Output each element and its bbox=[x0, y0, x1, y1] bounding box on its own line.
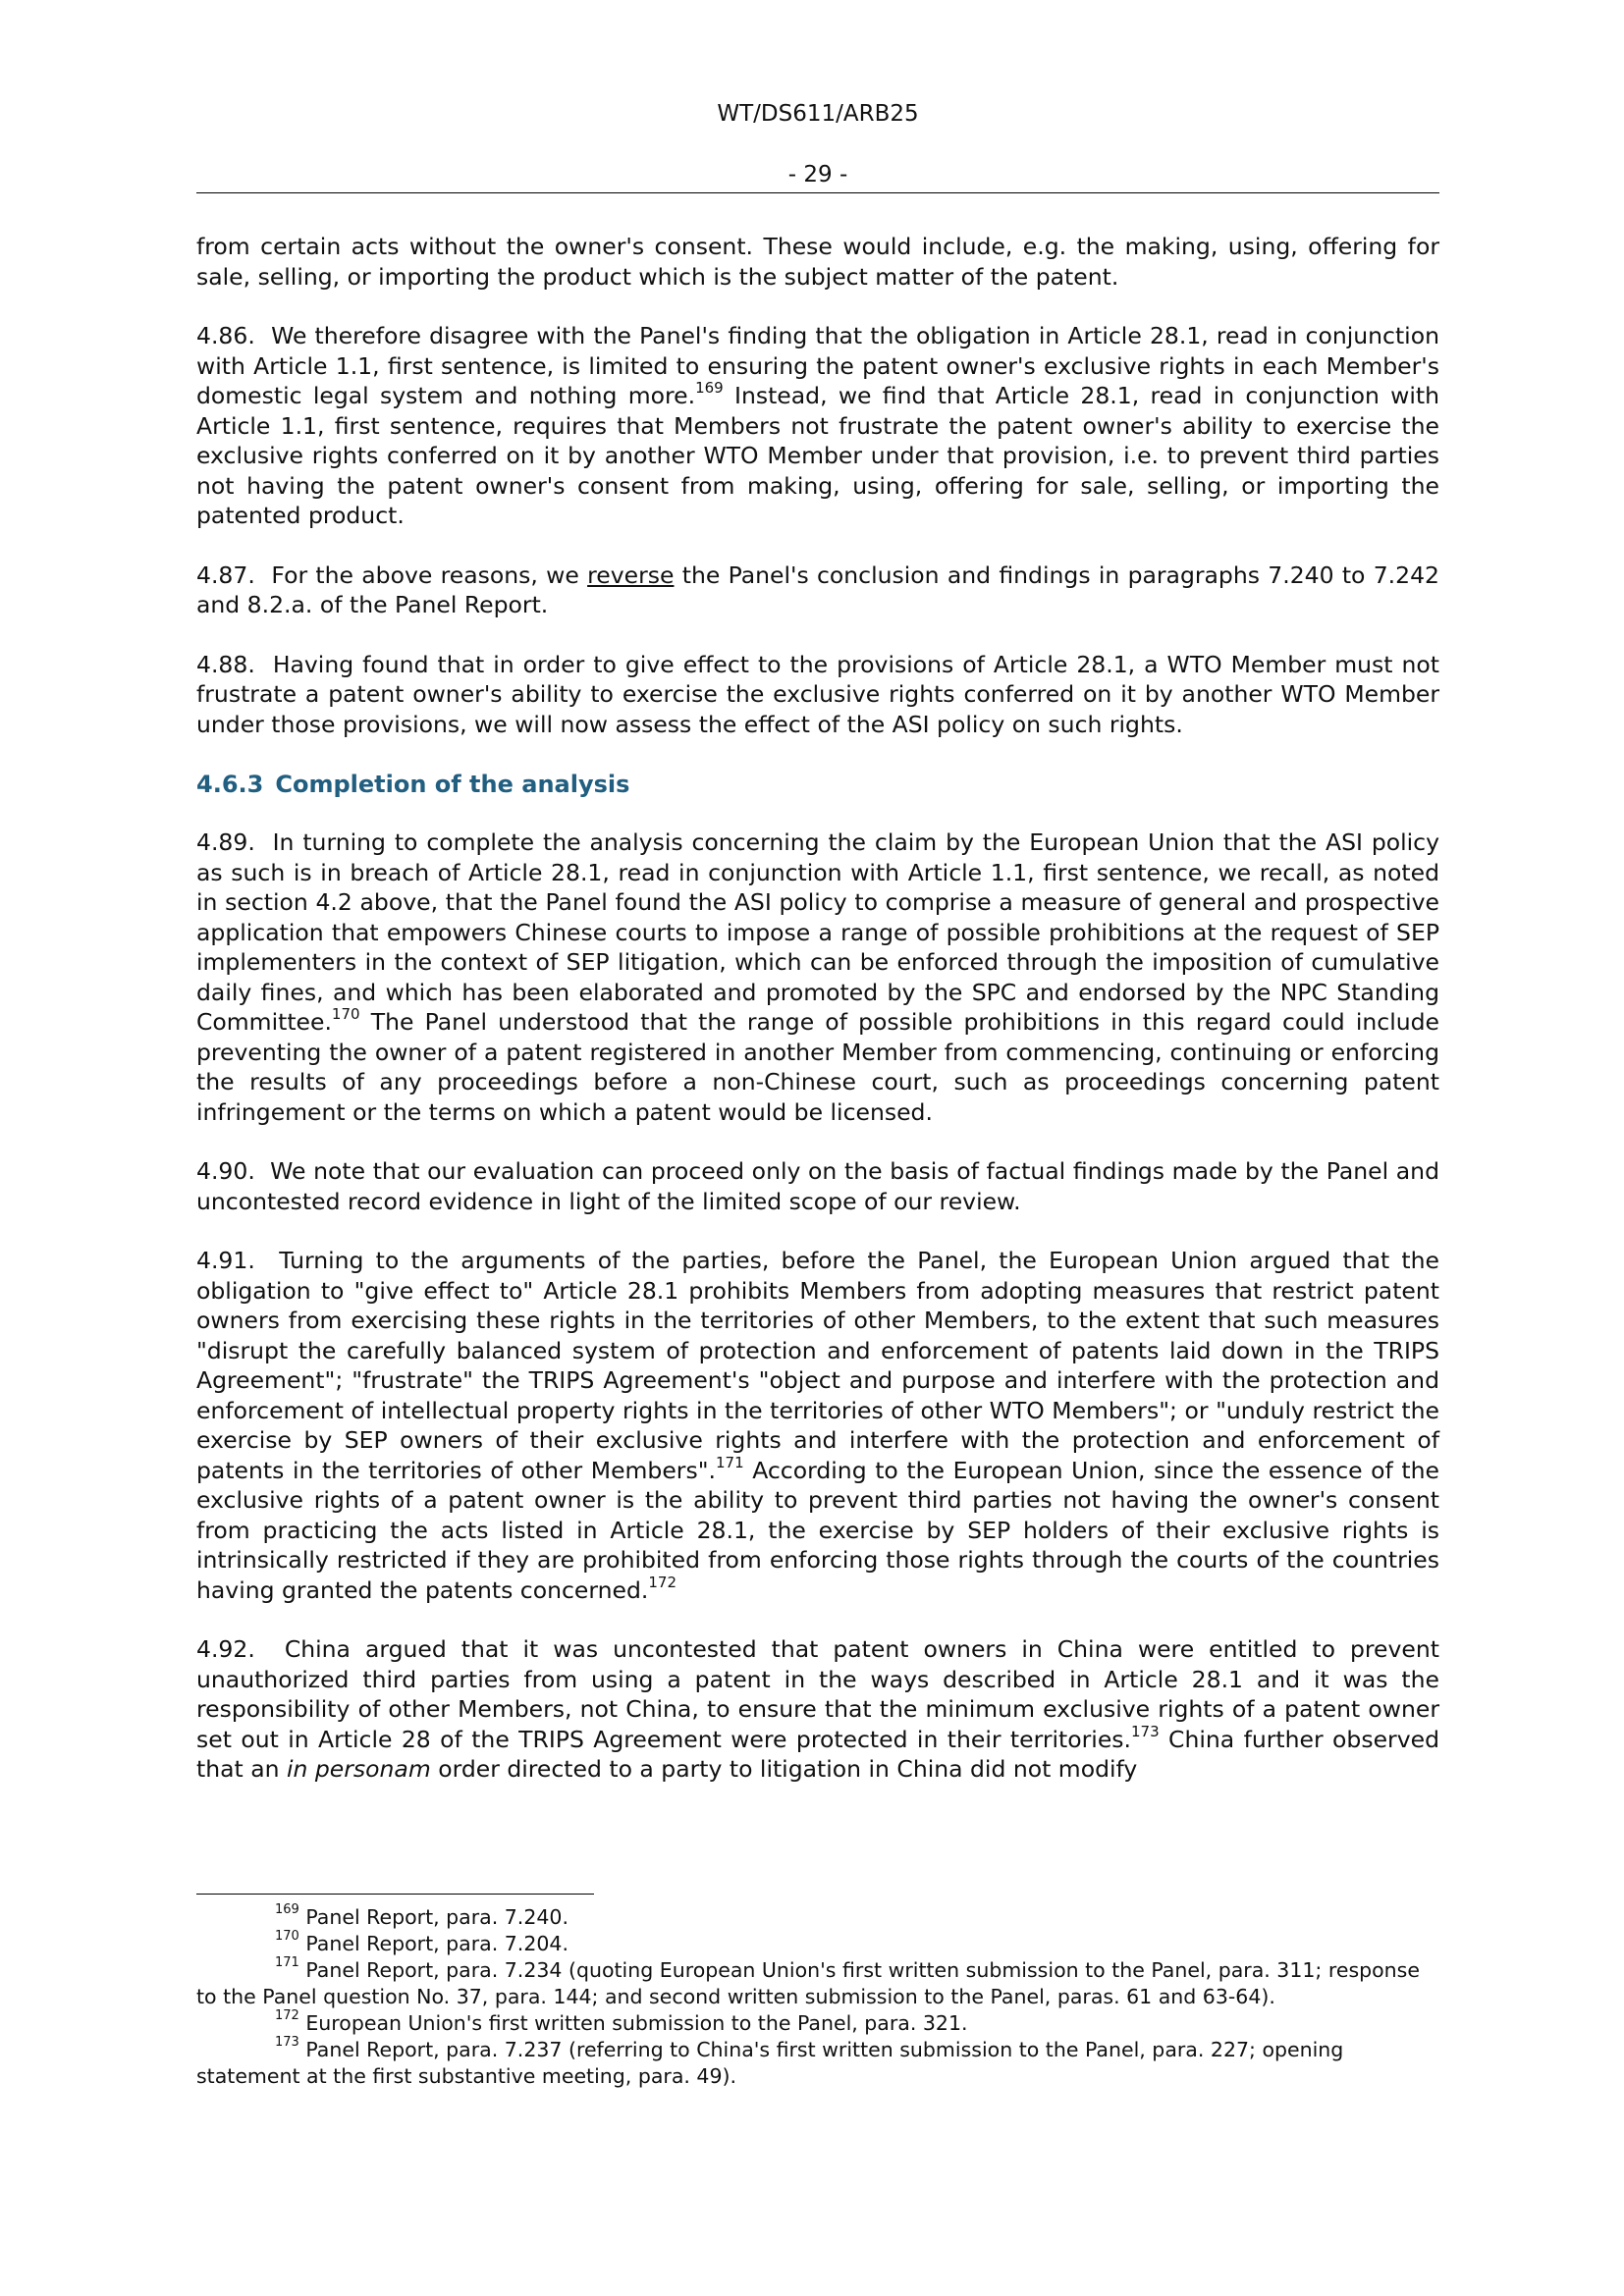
paragraph-number: 4.89. bbox=[196, 828, 255, 856]
section-number: 4.6.3 bbox=[196, 771, 264, 798]
footnote-ref[interactable]: 170 bbox=[331, 1005, 360, 1024]
paragraph-number: 4.90. bbox=[196, 1157, 255, 1185]
paragraph-text: Turning to the arguments of the parties, before the Panel, the European Union argued that the obligation to "give effect to" Article 28.1 prohibits Members from adopting measures that restrict patent owners from exercising these rights in the territories of other Members, to the extent that such measures "disrupt the carefully balanced system of protection and enforcement of patents laid down in the TRIPS Agreement"; "frustrate" the TRIPS Agreement's "object and purpose and interfere with the protection and enforcement of intellectual property rights in the territories of other WTO Members"; or "unduly restrict the exercise by SEP owners of their exclusive rights and interfere with the protection and enforcement of patents in the territories of other Members". bbox=[196, 1247, 1439, 1484]
paragraph-4-92 bbox=[196, 1634, 1439, 1785]
footnote-ref[interactable]: 172 bbox=[648, 1573, 677, 1591]
document-body bbox=[196, 232, 1439, 1814]
footnote-ref[interactable]: 169 bbox=[695, 379, 724, 398]
footnote bbox=[196, 1931, 1439, 1957]
paragraph-text: Instead, we find that Article 28.1, read in conjunction with Article 1.1, first sentence, requires that Members not frustrate the patent owner's ability to exercise the exclusive rights conferred on it by another WTO Member under that provision, i.e. to prevent third parties not having the patent owner's consent from making, using, offering for sale, selling, or importing the patented product. bbox=[196, 382, 1439, 529]
footnote-text: Panel Report, para. 7.204. bbox=[305, 1932, 568, 1955]
footnote bbox=[196, 1904, 1439, 1931]
footnote-text: Panel Report, para. 7.237 (referring to China's first written submission to the Panel, para. 227; opening statement at the first substantive meeting, para. 49). bbox=[196, 2038, 1344, 2088]
paragraph-4-91 bbox=[196, 1246, 1439, 1605]
paragraph-4-86 bbox=[196, 321, 1439, 531]
footnote-number: 172 bbox=[275, 2008, 299, 2024]
italic-term: in personam bbox=[286, 1755, 431, 1783]
footnote-number: 169 bbox=[275, 1902, 299, 1918]
paragraph-4-87 bbox=[196, 561, 1439, 620]
page-number: - 29 - bbox=[787, 162, 848, 187]
paragraph-4-90 bbox=[196, 1156, 1439, 1216]
paragraph-continuation: from certain acts without the owner's consent. These would include, e.g. the making, using, offering for sale, selling, or importing the product which is the subject matter of the patent. bbox=[196, 233, 1439, 291]
paragraph-text: We therefore disagree with the Panel's finding that the obligation in Article 28.1, read in conjunction with Article 1.1, first sentence, is limited to ensuring the patent owner's exclusive rights in each Member's domestic legal system and nothing more. bbox=[196, 322, 1439, 409]
footnote-separator bbox=[196, 1894, 594, 1895]
underlined-word: reverse bbox=[587, 561, 675, 589]
section-title: Completion of the analysis bbox=[275, 771, 630, 798]
footnote-text: Panel Report, para. 7.234 (quoting European Union's first written submission to the Panel, para. 311; response to the Panel question No. 37, para. 144; and second written submission to the Panel, paras. 61 and 63-64). bbox=[196, 1958, 1420, 2008]
paragraph-text: For the above reasons, we bbox=[271, 561, 588, 589]
footnote-number: 170 bbox=[275, 1929, 299, 1945]
paragraph-text: The Panel understood that the range of possible prohibitions in this regard could include preventing the owner of a patent registered in another Member from commencing, continuing or enforcing the results of any proceedings before a non-Chinese court, such as proceedings concerning patent infringement or the terms on which a patent would be licensed. bbox=[196, 1008, 1439, 1126]
paragraph-text: We note that our evaluation can proceed only on the basis of factual findings made by the Panel and uncontested record evidence in light of the limited scope of our review. bbox=[196, 1157, 1439, 1215]
footnote bbox=[196, 2010, 1439, 2037]
paragraph-text: Having found that in order to give effect to the provisions of Article 28.1, a WTO Member must not frustrate a patent owner's ability to exercise the exclusive rights conferred on it by another WTO Member under those provisions, we will now assess the effect of the ASI policy on such rights. bbox=[196, 650, 1439, 738]
paragraph-text: order directed to a party to litigation in China did not modify bbox=[430, 1755, 1138, 1783]
paragraph-4-89 bbox=[196, 828, 1439, 1127]
paragraph-4-88 bbox=[196, 650, 1439, 740]
footnote-ref[interactable]: 173 bbox=[1131, 1722, 1160, 1740]
footnote bbox=[196, 1957, 1439, 2010]
footnote-number: 173 bbox=[275, 2035, 299, 2051]
paragraph-number: 4.87. bbox=[196, 561, 255, 589]
footnote-number: 171 bbox=[275, 1955, 299, 1971]
section-heading bbox=[196, 769, 1439, 800]
paragraph-text: China argued that it was uncontested that patent owners in China were entitled to prevent unauthorized third parties from using a patent in the ways described in Article 28.1 and it was the responsibility of other Members, not China, to ensure that the minimum exclusive rights of a patent owner set out in Article 28 of the TRIPS Agreement were protected in their territories. bbox=[196, 1635, 1439, 1753]
paragraph-text: According to the European Union, since the essence of the exclusive rights of a patent owner is the ability to prevent third parties not having the owner's consent from practicing the acts listed in Article 28.1, the exercise by SEP holders of their exclusive rights is intrinsically restricted if they are prohibited from enforcing those rights through the courts of the countries having granted the patents concerned. bbox=[196, 1456, 1439, 1604]
paragraph-text: China further observed that an bbox=[196, 1725, 1439, 1783]
document-symbol: WT/DS611/ARB25 bbox=[717, 101, 919, 127]
footnote-text: European Union's first written submission to the Panel, para. 321. bbox=[305, 2011, 968, 2035]
paragraph-number: 4.91. bbox=[196, 1247, 255, 1274]
footnote-text: Panel Report, para. 7.240. bbox=[305, 1905, 568, 1929]
paragraph-text: the Panel's conclusion and findings in paragraphs 7.240 to 7.242 and 8.2.a. of the Panel Report. bbox=[196, 561, 1439, 618]
paragraph-number: 4.86. bbox=[196, 322, 255, 349]
header-rule bbox=[196, 192, 1439, 193]
footnote bbox=[196, 2037, 1439, 2090]
footnotes bbox=[196, 1904, 1439, 2090]
paragraph-number: 4.92. bbox=[196, 1635, 255, 1663]
footnote-ref[interactable]: 171 bbox=[715, 1453, 744, 1471]
paragraph-text: In turning to complete the analysis concerning the claim by the European Union that the ASI policy as such is in breach of Article 28.1, read in conjunction with Article 1.1, first sentence, we recall, as noted in section 4.2 above, that the Panel found the ASI policy to comprise a measure of general and prospective application that empowers Chinese courts to impose a range of possible prohibitions at the request of SEP implementers in the context of SEP litigation, which can be enforced through the imposition of cumulative daily fines, and which has been elaborated and promoted by the SPC and endorsed by the NPC Standing Committee. bbox=[196, 828, 1439, 1036]
paragraph-number: 4.88. bbox=[196, 650, 255, 678]
